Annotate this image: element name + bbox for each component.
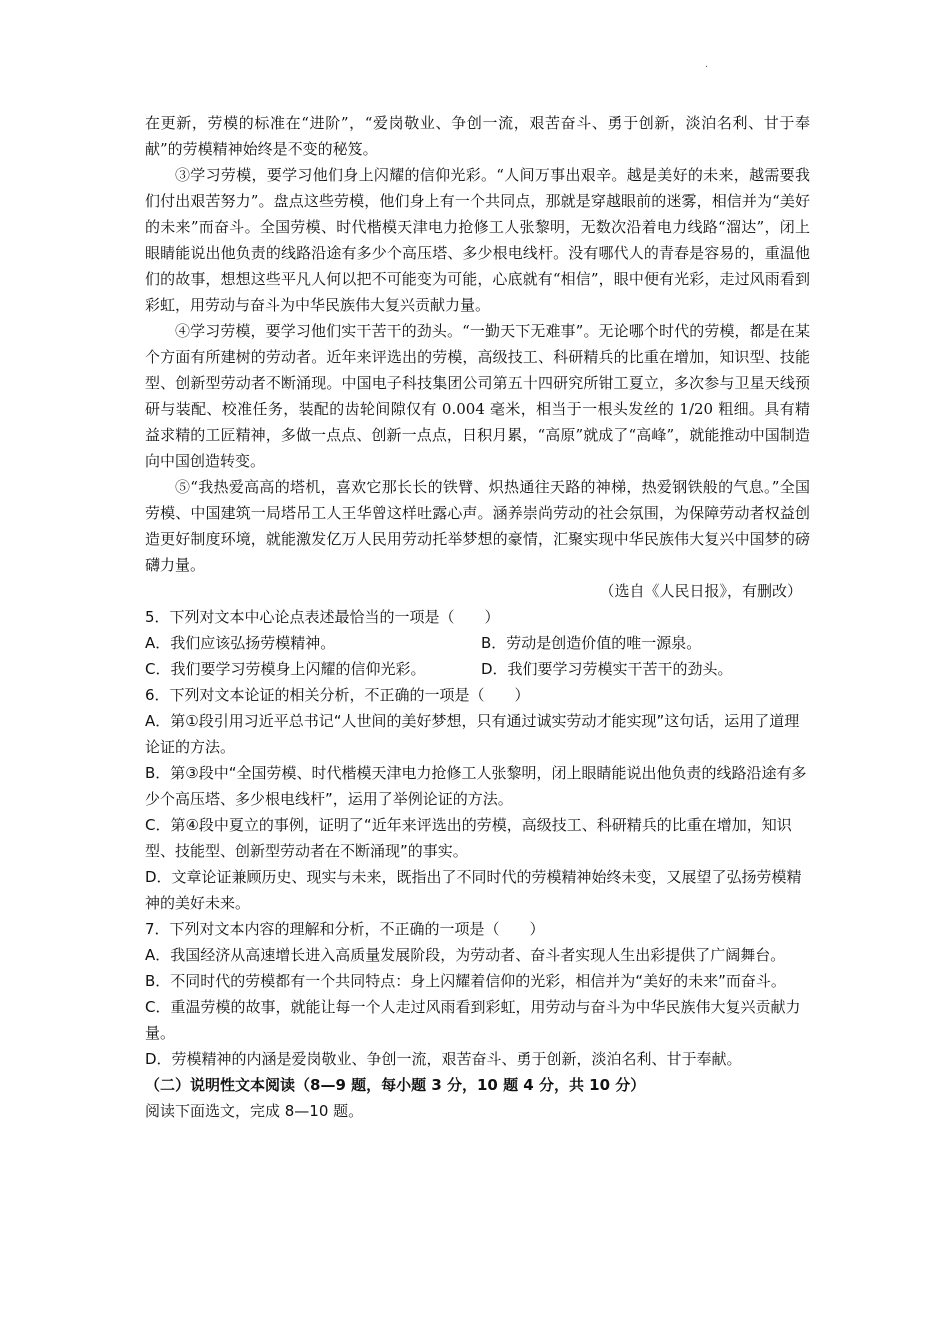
question-5-option-a: A．我们应该弘扬劳模精神。 bbox=[145, 634, 336, 652]
header-mark: · bbox=[705, 62, 709, 73]
section-2-instruction: 阅读下面选文，完成 8—10 题。 bbox=[145, 1102, 364, 1120]
question-6-option-c: C．第④段中夏立的事例，证明了“近年来评选出的劳模，高级技工、科研精兵的比重在增加，知识型、技能型、创新型劳动者在不断涌现”的事实。 bbox=[145, 816, 792, 860]
passage-paragraph-5: ⑤“我热爱高高的塔机，喜欢它那长长的铁臂、炽热通往天路的神梯，热爱钢铁般的气息。”全国劳模、中国建筑一局塔吊工人王华曾这样吐露心声。涵养崇尚劳动的社会氛围，为保障劳动者权益创造更好制度环境，就能激发亿万人民用劳动托举梦想的豪情，汇聚实现中华民族伟大复兴中国梦的磅礴力量。 bbox=[145, 478, 810, 574]
question-7-option-a: A．我国经济从高速增长进入高质量发展阶段，为劳动者、奋斗者实现人生出彩提供了广阔舞台。 bbox=[145, 946, 786, 964]
passage-paragraph-3: ③学习劳模，要学习他们身上闪耀的信仰光彩。“人间万事出艰辛。越是美好的未来，越需要我们付出艰苦努力”。盘点这些劳模，他们身上有一个共同点，那就是穿越眼前的迷雾，相信并为“美好的未来”而奋斗。全国劳模、时代楷模天津电力抢修工人张黎明，无数次沿着电力线路“溜达”，闭上眼睛能说出他负责的线路沿途有多少个高压塔、多少根电线杆。没有哪代人的青春是容易的，重温他们的故事，想想这些平凡人何以把不可能变为可能，心底就有“相信”，眼中便有光彩，走过风雨看到彩虹，用劳动与奋斗为中华民族伟大复兴贡献力量。 bbox=[145, 166, 810, 314]
question-7-option-d: D．劳模精神的内涵是爱岗敬业、争创一流，艰苦奋斗、勇于创新，淡泊名利、甘于奉献。 bbox=[145, 1050, 742, 1068]
question-7-option-b: B．不同时代的劳模都有一个共同特点：身上闪耀着信仰的光彩，相信并为“美好的未来”而奋斗。 bbox=[145, 972, 786, 990]
question-6-option-a: A．第①段引用习近平总书记“人世间的美好梦想，只有通过诚实劳动才能实现”这句话，运用了道理论证的方法。 bbox=[145, 712, 800, 756]
question-5-options-row-1 bbox=[145, 630, 810, 656]
passage-paragraph-4: ④学习劳模，要学习他们实干苦干的劲头。“一勤天下无难事”。无论哪个时代的劳模，都是在某个方面有所建树的劳动者。近年来评选出的劳模，高级技工、科研精兵的比重在增加，知识型、技能型、创新型劳动者不断涌现。中国电子科技集团公司第五十四研究所钳工夏立，多次参与卫星天线预研与装配、校准任务，装配的齿轮间隙仅有 0.004 毫米，相当于一根头发丝的 1/20 粗细。具有精益求精的工匠精神，多做一点点、创新一点点，日积月累，“高原”就成了“高峰”，就能推动中国制造向中国创造转变。 bbox=[145, 322, 810, 470]
question-5-stem: 5．下列对文本中心论点表述最恰当的一项是（ ） bbox=[145, 608, 500, 626]
question-6-stem: 6．下列对文本论证的相关分析，不正确的一项是（ ） bbox=[145, 686, 530, 704]
passage-paragraph-continued: 在更新，劳模的标准在“进阶”，“爱岗敬业、争创一流，艰苦奋斗、勇于创新，淡泊名利、甘于奉献”的劳模精神始终是不变的秘笈。 bbox=[145, 114, 810, 158]
section-2-heading: （二）说明性文本阅读（8—9 题，每小题 3 分，10 题 4 分，共 10 分） bbox=[145, 1076, 646, 1094]
page-content bbox=[145, 110, 810, 1124]
question-5-option-c: C．我们要学习劳模身上闪耀的信仰光彩。 bbox=[145, 660, 426, 678]
question-6-option-b: B．第③段中“全国劳模、时代楷模天津电力抢修工人张黎明，闭上眼睛能说出他负责的线路沿途有多少个高压塔、多少根电线杆”，运用了举例论证的方法。 bbox=[145, 764, 807, 808]
question-6-option-d: D．文章论证兼顾历史、现实与未来，既指出了不同时代的劳模精神始终未变，又展望了弘扬劳模精神的美好未来。 bbox=[145, 868, 802, 912]
question-7-option-c: C．重温劳模的故事，就能让每一个人走过风雨看到彩虹，用劳动与奋斗为中华民族伟大复兴贡献力量。 bbox=[145, 998, 801, 1042]
question-5-options-row-2 bbox=[145, 656, 810, 682]
question-5-option-b: B．劳动是创造价值的唯一源泉。 bbox=[481, 634, 702, 652]
question-5-option-d: D．我们要学习劳模实干苦干的劲头。 bbox=[481, 660, 733, 678]
passage-source: （选自《人民日报》，有删改） bbox=[599, 582, 802, 600]
question-7-stem: 7．下列对文本内容的理解和分析，不正确的一项是（ ） bbox=[145, 920, 545, 938]
